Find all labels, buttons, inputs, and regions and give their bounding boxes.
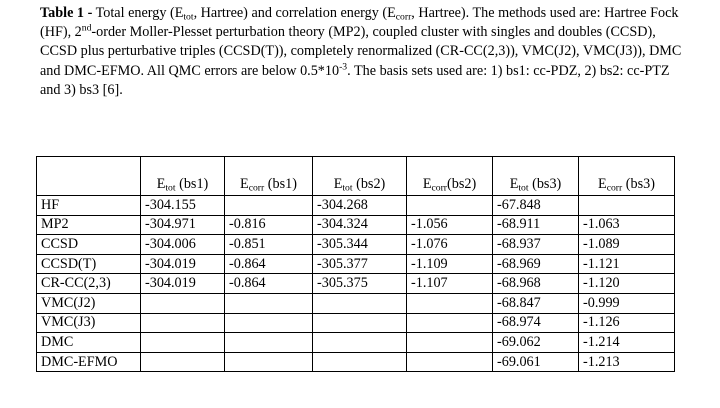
value-cell: -304.155 — [141, 196, 225, 216]
method-cell: CR-CC(2,3) — [37, 274, 141, 294]
method-cell: HF — [37, 196, 141, 216]
header-cell: $E_{corr}$ (bs3) — [579, 157, 675, 196]
value-cell — [407, 352, 493, 372]
value-cell: -1.063 — [579, 215, 675, 235]
caption-label: Table 1 - — [40, 5, 93, 21]
value-cell: -68.968 — [493, 274, 579, 294]
value-cell: -304.006 — [141, 235, 225, 255]
value-cell: -1.089 — [579, 235, 675, 255]
value-cell — [141, 293, 225, 313]
caption-text-3: , Hartree). The methods used are: Hartree Fock (HF), 2 — [40, 5, 679, 41]
value-cell: -1.214 — [579, 333, 675, 353]
header-cell: $E_{corr}$ (bs1) — [225, 157, 313, 196]
value-cell: -304.019 — [141, 254, 225, 274]
value-cell — [225, 313, 313, 333]
value-cell — [225, 333, 313, 353]
value-cell: -0.851 — [225, 235, 313, 255]
value-cell — [141, 333, 225, 353]
value-cell — [407, 196, 493, 216]
method-cell: VMC(J3) — [37, 313, 141, 333]
value-cell: -1.109 — [407, 254, 493, 274]
value-cell: -304.268 — [313, 196, 407, 216]
value-cell: -68.911 — [493, 215, 579, 235]
table-row — [37, 235, 675, 255]
value-cell: -305.377 — [313, 254, 407, 274]
table-row — [37, 196, 675, 216]
value-cell: -1.121 — [579, 254, 675, 274]
energy-table — [36, 156, 675, 372]
value-cell: -0.999 — [579, 293, 675, 313]
value-cell: -68.937 — [493, 235, 579, 255]
value-cell: -305.375 — [313, 274, 407, 294]
value-cell: -69.061 — [493, 352, 579, 372]
value-cell: -1.213 — [579, 352, 675, 372]
header-cell: $E_{corr}(bs2)$ — [407, 157, 493, 196]
value-cell: -304.019 — [141, 274, 225, 294]
table-row — [37, 333, 675, 353]
value-cell — [141, 352, 225, 372]
value-cell — [579, 196, 675, 216]
value-cell: -68.969 — [493, 254, 579, 274]
table-row — [37, 352, 675, 372]
table-row — [37, 254, 675, 274]
value-cell — [313, 313, 407, 333]
table-row — [37, 215, 675, 235]
caption-text-2: , Hartree) and correlation energy (E — [193, 5, 396, 21]
method-cell: DMC-EFMO — [37, 352, 141, 372]
method-cell: CCSD — [37, 235, 141, 255]
caption-text-5: . The basis sets used are: 1) bs1: cc-PDZ, 2) bs2: cc-PTZ and 3) bs3 [6]. — [40, 62, 670, 98]
value-cell: -305.344 — [313, 235, 407, 255]
header-cell: $E_{tot}$ (bs1) — [141, 157, 225, 196]
table-header-row — [37, 157, 675, 196]
header-cell: $E_{tot}$ (bs3) — [493, 157, 579, 196]
value-cell: -0.864 — [225, 274, 313, 294]
method-cell: DMC — [37, 333, 141, 353]
caption-sub-tot: tot — [183, 11, 194, 23]
table-row — [37, 313, 675, 333]
method-cell: CCSD(T) — [37, 254, 141, 274]
caption-sup-exp: -3 — [339, 61, 348, 73]
value-cell — [313, 352, 407, 372]
value-cell — [407, 293, 493, 313]
value-cell: -0.864 — [225, 254, 313, 274]
value-cell — [313, 333, 407, 353]
value-cell — [407, 313, 493, 333]
table-row — [37, 274, 675, 294]
method-cell: MP2 — [37, 215, 141, 235]
value-cell — [225, 293, 313, 313]
value-cell — [141, 313, 225, 333]
value-cell — [407, 333, 493, 353]
value-cell: -1.126 — [579, 313, 675, 333]
value-cell: -67.848 — [493, 196, 579, 216]
value-cell: -1.120 — [579, 274, 675, 294]
caption-text-4: -order Moller-Plesset perturbation theory (MP2), coupled cluster with singles and doubles (CCSD), CCSD plus perturbative triples (CCSD(T)), completely renormalized (CR-CC(2,3)), VMC(J2), VMC(J3)), DMC and DMC-EFMO. All QMC errors are below 0.5*10 — [40, 24, 682, 79]
value-cell — [225, 196, 313, 216]
value-cell: -1.056 — [407, 215, 493, 235]
value-cell — [313, 293, 407, 313]
header-method-cell — [37, 157, 141, 196]
table-caption — [40, 4, 690, 100]
value-cell: -304.971 — [141, 215, 225, 235]
caption-sub-corr: corr — [395, 11, 412, 23]
value-cell: -1.076 — [407, 235, 493, 255]
value-cell: -68.974 — [493, 313, 579, 333]
value-cell: -69.062 — [493, 333, 579, 353]
caption-sup-nd: nd — [81, 22, 92, 34]
method-cell: VMC(J2) — [37, 293, 141, 313]
caption-text-1: Total energy (E — [92, 5, 184, 21]
value-cell: -1.107 — [407, 274, 493, 294]
value-cell — [225, 352, 313, 372]
value-cell: -68.847 — [493, 293, 579, 313]
value-cell: -304.324 — [313, 215, 407, 235]
table-row — [37, 293, 675, 313]
header-cell: $E_{tot}$ (bs2) — [313, 157, 407, 196]
value-cell: -0.816 — [225, 215, 313, 235]
